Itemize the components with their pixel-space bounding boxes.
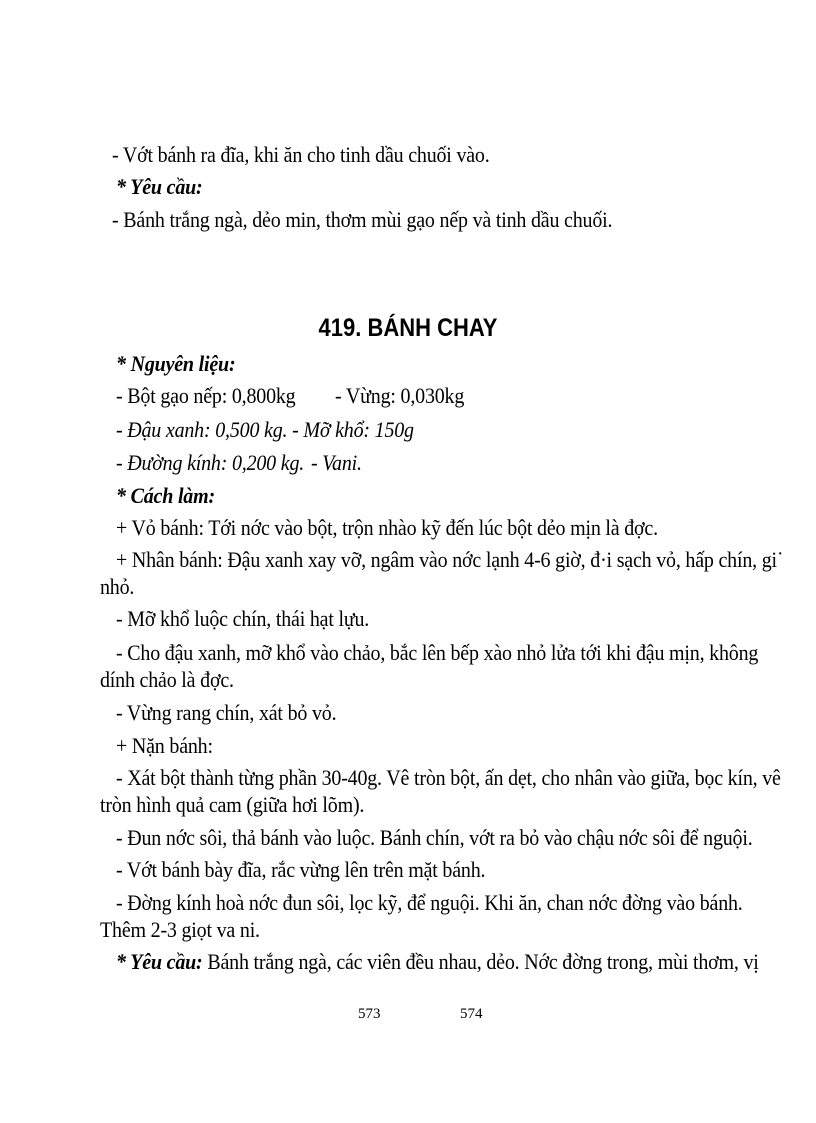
step-shaping-line2: tròn hình quả cam (giữa hơi lõm). (100, 793, 365, 818)
ingredient-vanilla: - Vani. (311, 451, 362, 476)
step-shaping-label: + Nặn bánh: (116, 734, 213, 759)
step-stirfry-line2: dính chảo là đợc. (100, 668, 234, 693)
requirement-text: - Bánh trắng ngà, dẻo min, thơm mùi gạo nếp và tinh dầu chuối. (112, 208, 613, 233)
step-stirfry-line1: - Cho đậu xanh, mỡ khổ vào chảo, bắc lên bếp xào nhỏ lửa tới khi đậu mịn, không (116, 641, 759, 666)
step-sesame: - Vừng rang chín, xát bỏ vỏ. (116, 701, 337, 726)
ingredient-sesame: - Vừng: 0,030kg (335, 384, 465, 409)
step-syrup-line1: - Đờng kính hoà nớc đun sôi, lọc kỹ, để nguội. Khi ăn, chan nớc đờng vào bánh. (116, 891, 743, 916)
step-boil: - Đun nớc sôi, thả bánh vào luộc. Bánh chín, vớt ra bỏ vào chậu nớc sôi để nguội. (116, 826, 753, 851)
final-requirement (116, 949, 759, 976)
page-number-right: 574 (460, 1006, 483, 1022)
ingredient-sugar: - Đường kính: 0,200 kg. (116, 451, 305, 476)
step-fat: - Mỡ khổ luộc chín, thái hạt lựu. (116, 607, 370, 632)
final-requirement-text: Bánh trắng ngà, các viên đều nhau, dẻo. Nớc đờng trong, mùi thơm, vị (202, 950, 759, 975)
serve-instruction: - Vớt bánh ra đĩa, khi ăn cho tinh dầu chuối vào. (112, 143, 490, 168)
requirement-label: * Yêu cầu: (116, 175, 203, 200)
step-shaping-line1: - Xát bột thành từng phần 30-40g. Vê tròn bột, ấn dẹt, cho nhân vào giữa, bọc kín, vê (116, 766, 781, 791)
step-filling-line1: + Nhân bánh: Đậu xanh xay vỡ, ngâm vào nớc lạnh 4-6 giờ, đ·i sạch vỏ, hấp chín, gi˙ (116, 548, 784, 573)
ingredients-label: * Nguyên liệu: (116, 352, 236, 377)
method-label: * Cách làm: (116, 484, 215, 509)
ingredient-rice-flour: - Bột gạo nếp: 0,800kg (116, 384, 296, 409)
step-serve: - Vớt bánh bày đĩa, rắc vừng lên trên mặt bánh. (116, 858, 486, 883)
step-dough: + Vỏ bánh: Tới nớc vào bột, trộn nhào kỹ đến lúc bột dẻo mịn là đợc. (116, 516, 658, 541)
ingredient-mung-bean-fat: - Đậu xanh: 0,500 kg. - Mỡ khổ: 150g (116, 418, 414, 443)
page-number-left: 573 (358, 1006, 381, 1022)
step-filling-line2: nhỏ. (100, 575, 135, 600)
step-syrup-line2: Thêm 2-3 giọt va ni. (100, 918, 260, 943)
final-requirement-label: * Yêu cầu: (116, 950, 203, 975)
recipe-title: 419. BÁNH CHAY (318, 313, 498, 342)
